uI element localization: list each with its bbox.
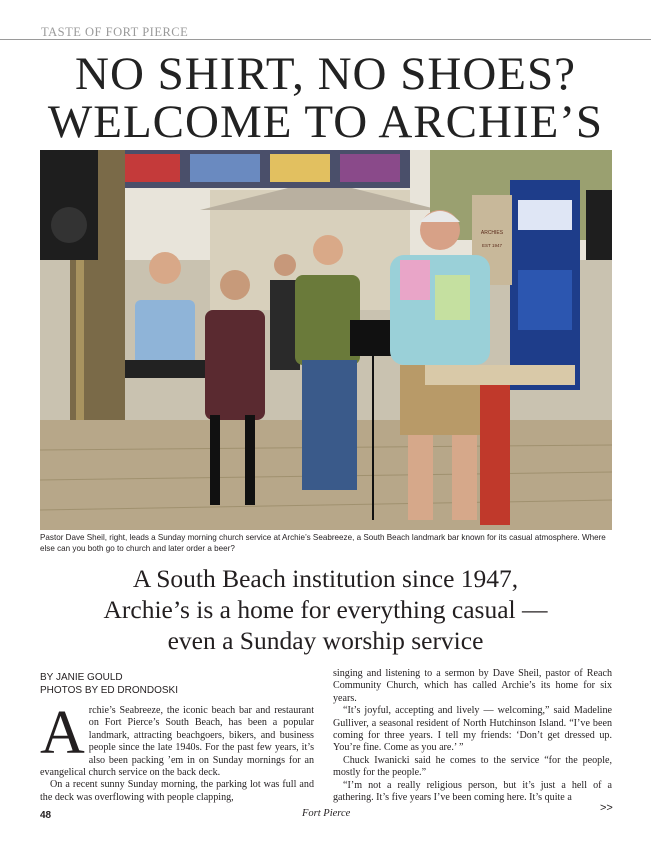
deck-line-3: even a Sunday worship service [167,626,484,655]
photo-illustration [40,150,612,530]
body-text: rchie’s Seabreeze, the iconic beach bar and restaurant on Fort Pierce’s South Beach, has been a popular landmark, attracting beachgoers, bikers, and business people since the late 1940s. For the past few years, it’s also been packing ’em in on Sunday mornings for an evangelical church service on the back deck. [40,705,314,779]
byline-author: BY JANIE GOULD [40,672,123,683]
feature-photo [40,150,612,530]
deck-line-2: Archie’s is a home for everything casual — [103,595,548,624]
continue-arrow-icon: >> [600,802,613,814]
deck-line-1: A South Beach institution since 1947, [132,564,519,593]
body-column-2 [333,668,612,804]
photo-caption: Pastor Dave Sheil, right, leads a Sunday morning church service at Archie’s Seabreeze, a South Beach landmark bar known for its casual atmosphere. Where else can you both go to church and later order a beer? [40,533,606,553]
sign-text: ARCHIES [480,230,504,236]
body-paragraph: singing and listening to a sermon by Dave Sheil, pastor of Reach Community Church, which has called Archie’s its home for six years. [333,668,612,704]
top-rule [0,39,651,40]
body-column-1 [40,699,314,804]
body-paragraph [40,699,314,779]
body-paragraph: Chuck Iwanicki said he comes to the service “for the people, mostly for the people.” [333,754,612,779]
byline [40,671,178,697]
section-label: TASTE OF FORT PIERCE [41,25,189,39]
magazine-name: Fort Pierce [302,808,351,819]
page-number: 48 [40,810,52,821]
byline-photos: PHOTOS BY ED DRONDOSKI [40,685,178,696]
body-paragraph: On a recent sunny Sunday morning, the parking lot was full and the deck was overflowing with people clapping, [40,779,314,803]
drop-cap: A [40,699,85,767]
headline [20,50,631,146]
sign-subtext: EST 1947 [482,243,502,248]
body-paragraph: “I’m not a really religious person, but it’s just a hell of a gathering. It’s five years I’ve been coming here. It’s quite a [333,779,612,804]
deck [30,563,621,656]
headline-line-2: WELCOME TO ARCHIE’S [47,96,604,148]
body-paragraph: “It’s joyful, accepting and lively — welcoming,” said Madeline Gulliver, a seasonal resident of North Hutchinson Island. “I’ve been coming for three years. I tell my friends: ‘Don’t get dressed up. You’re fine. Come as you are.’ ” [333,705,612,754]
headline-line-1: NO SHIRT, NO SHOES? [75,48,576,100]
